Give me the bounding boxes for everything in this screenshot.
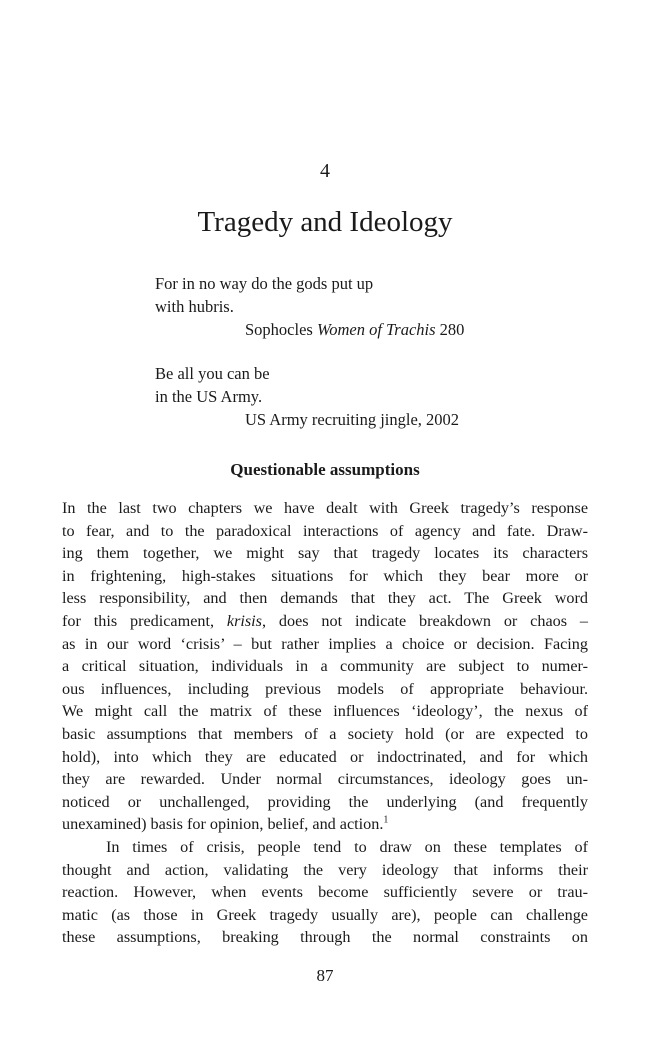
attribution-work: Women of Trachis xyxy=(316,320,436,339)
text-line: ous influences, including previous models of appropriate behaviour. xyxy=(62,679,588,698)
text-line: they are rewarded. Under normal circumstances, ideology goes un- xyxy=(62,770,588,789)
text-line: thought and action, validating the very ideology that informs their xyxy=(62,860,588,879)
text-line: these assumptions, breaking through the normal constraints on xyxy=(62,928,588,947)
text-line: basic assumptions that members of a society hold (or are expected to xyxy=(62,724,588,743)
text-line: ing them together, we might say that tragedy locates its characters xyxy=(62,544,588,563)
page-number: 87 xyxy=(316,966,334,985)
epigraph-army xyxy=(155,362,535,431)
epigraph-attribution xyxy=(155,318,535,341)
text-fragment: for this predicament, xyxy=(62,611,227,630)
text-line: We might call the matrix of these influences ‘ideology’, the nexus of xyxy=(62,702,588,721)
krisis-term: krisis xyxy=(226,611,262,630)
attribution-ref: 280 xyxy=(435,320,465,339)
attribution-author: Sophocles xyxy=(245,320,317,339)
text-line: to fear, and to the paradoxical interactions of agency and fate. Draw- xyxy=(62,521,588,540)
epigraph-line: For in no way do the gods put up xyxy=(155,274,374,293)
text-line: In times of crisis, people tend to draw on these templates of xyxy=(106,837,588,856)
text-line-krisis xyxy=(62,610,588,633)
text-line: a critical situation, individuals in a community are subject to numer- xyxy=(62,657,588,676)
body-text xyxy=(62,497,588,949)
text-line: in frightening, high-stakes situations for which they bear more or xyxy=(62,566,588,585)
text-line: matic (as those in Greek tragedy usually are), people can challenge xyxy=(62,905,588,924)
chapter-title: Tragedy and Ideology xyxy=(197,206,453,238)
footnote-mark: 1 xyxy=(383,814,389,826)
text-line: as in our word ‘crisis’ – but rather implies a choice or decision. Facing xyxy=(62,634,588,653)
text-line: less responsibility, and then demands that they act. The Greek word xyxy=(62,589,588,608)
epigraph-line: Be all you can be xyxy=(155,364,270,383)
epigraph-attribution: US Army recruiting jingle, 2002 xyxy=(245,410,460,429)
text-line: reaction. However, when events become sufficiently severe or trau- xyxy=(62,883,588,902)
epigraph-sophocles xyxy=(155,272,535,341)
text-line: noticed or unchallenged, providing the underlying (and frequently xyxy=(62,792,588,811)
text-line-with-footnote xyxy=(62,813,588,836)
chapter-number: 4 xyxy=(320,160,330,182)
epigraph-line: in the US Army. xyxy=(155,387,263,406)
text-line: hold), into which they are educated or indoctrinated, and for which xyxy=(62,747,588,766)
section-heading: Questionable assumptions xyxy=(230,460,420,479)
text-fragment: , does not indicate breakdown or chaos – xyxy=(261,611,588,630)
text-fragment: unexamined) basis for opinion, belief, and action. xyxy=(62,815,384,834)
epigraph-line: with hubris. xyxy=(155,297,234,316)
text-line: In the last two chapters we have dealt with Greek tragedy’s response xyxy=(62,499,588,517)
